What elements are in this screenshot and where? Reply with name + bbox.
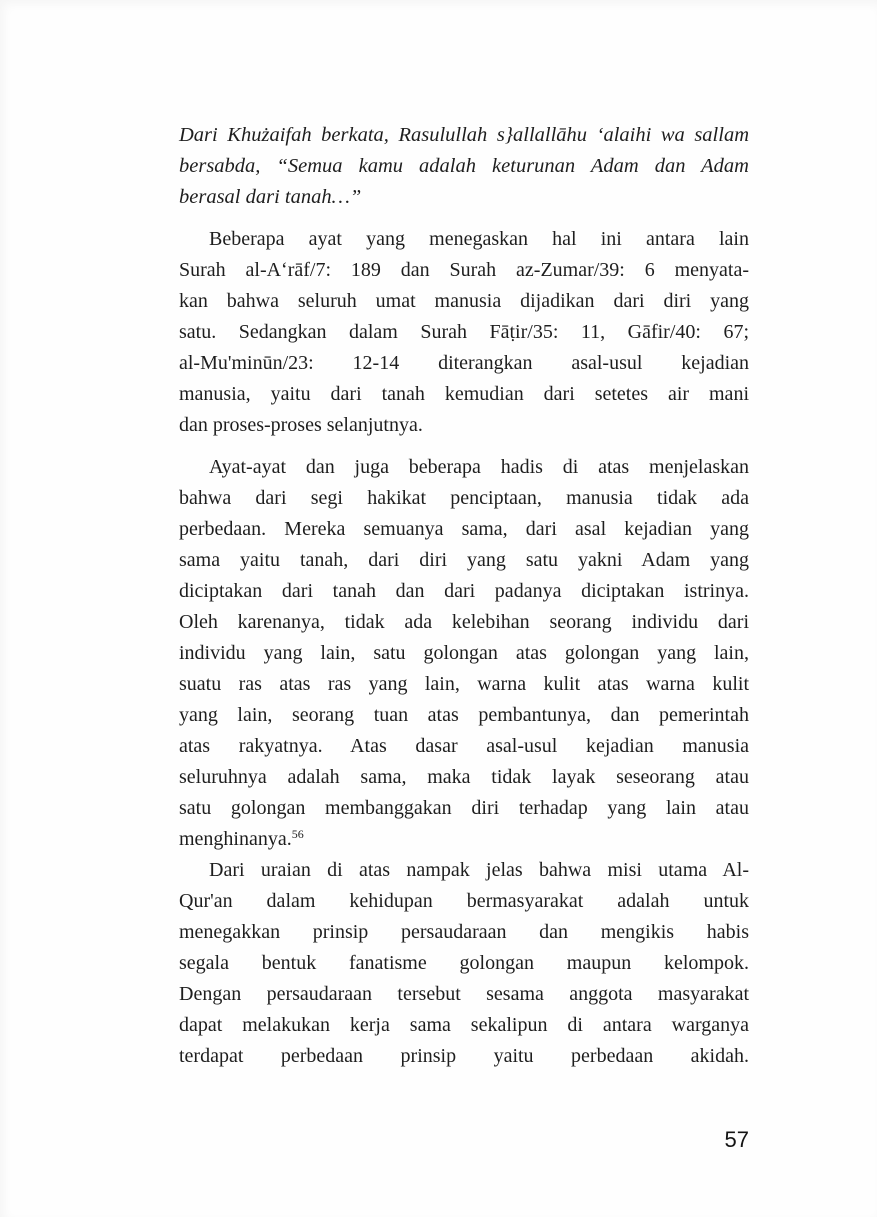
line-text: sama yaitu tanah, dari diri yang satu yakni Adam yang	[179, 549, 749, 571]
footnote-ref: 56	[291, 827, 304, 841]
text-line	[179, 317, 749, 348]
text-line	[179, 1041, 749, 1072]
line-text: diciptakan dari tanah dan dari padanya diciptakan istrinya.	[179, 580, 749, 602]
paragraph	[179, 452, 749, 855]
text-line	[179, 379, 749, 410]
text-line	[179, 638, 749, 669]
text-line	[179, 824, 749, 855]
text-line	[179, 182, 749, 213]
text-line	[179, 948, 749, 979]
line-text: menegakkan prinsip persaudaraan dan mengikis habis	[179, 921, 749, 943]
text-line	[179, 120, 749, 151]
line-text: al-Mu'minūn/23: 12-14 diterangkan asal-usul kejadian	[179, 352, 749, 374]
paragraph	[179, 120, 749, 213]
text-line	[179, 979, 749, 1010]
line-text: seluruhnya adalah sama, maka tidak layak seseorang atau	[179, 766, 749, 788]
line-text: Ayat-ayat dan juga beberapa hadis di atas menjelaskan	[209, 456, 749, 478]
text-line	[179, 514, 749, 545]
text-line	[179, 151, 749, 182]
text-line	[179, 1010, 749, 1041]
text-line	[179, 483, 749, 514]
line-text: berasal dari tanah…”	[179, 186, 362, 208]
line-text: manusia, yaitu dari tanah kemudian dari setetes air mani	[179, 383, 749, 405]
line-text: atas rakyatnya. Atas dasar asal-usul kejadian manusia	[179, 735, 749, 757]
text-line	[179, 410, 749, 441]
line-text: bersabda, “Semua kamu adalah keturunan Adam dan Adam	[179, 155, 749, 177]
paragraph	[179, 855, 749, 1072]
line-text: satu golongan membanggakan diri terhadap yang lain atau	[179, 797, 749, 819]
line-text: bahwa dari segi hakikat penciptaan, manusia tidak ada	[179, 487, 749, 509]
text-line	[179, 348, 749, 379]
text-line	[179, 855, 749, 886]
text-line	[179, 793, 749, 824]
line-text: Dari Khużaifah berkata, Rasulullah s}allallāhu ‘alaihi wa sallam	[179, 124, 749, 146]
text-block	[179, 120, 749, 1072]
line-text: dapat melakukan kerja sama sekalipun di antara warganya	[179, 1014, 749, 1036]
line-text: dan proses-proses selanjutnya.	[179, 414, 423, 436]
text-line	[179, 886, 749, 917]
line-text: perbedaan. Mereka semuanya sama, dari asal kejadian yang	[179, 518, 749, 540]
line-text: kan bahwa seluruh umat manusia dijadikan dari diri yang	[179, 290, 749, 312]
line-text: yang lain, seorang tuan atas pembantunya, dan pemerintah	[179, 704, 749, 726]
text-line	[179, 607, 749, 638]
line-text: Qur'an dalam kehidupan bermasyarakat adalah untuk	[179, 890, 749, 912]
line-text: Beberapa ayat yang menegaskan hal ini antara lain	[209, 228, 749, 250]
text-line	[179, 545, 749, 576]
text-line	[179, 452, 749, 483]
text-line	[179, 286, 749, 317]
paragraph	[179, 224, 749, 441]
text-line	[179, 917, 749, 948]
text-line	[179, 669, 749, 700]
text-line	[179, 731, 749, 762]
line-text: Surah al-A‘rāf/7: 189 dan Surah az-Zumar/39: 6 menyata-	[179, 259, 749, 281]
line-text: Dari uraian di atas nampak jelas bahwa misi utama Al-	[209, 859, 749, 881]
text-line	[179, 762, 749, 793]
line-text: satu. Sedangkan dalam Surah Fāṭir/35: 11, Gāfir/40: 67;	[179, 321, 749, 343]
line-text: segala bentuk fanatisme golongan maupun kelompok.	[179, 952, 749, 974]
line-text: Oleh karenanya, tidak ada kelebihan seorang individu dari	[179, 611, 749, 633]
page-number: 57	[724, 1127, 749, 1152]
line-text: Dengan persaudaraan tersebut sesama anggota masyarakat	[179, 983, 749, 1005]
text-line	[179, 255, 749, 286]
text-line	[179, 224, 749, 255]
text-line	[179, 576, 749, 607]
line-text: individu yang lain, satu golongan atas golongan yang lain,	[179, 642, 749, 664]
line-text: menghinanya.	[179, 828, 292, 850]
text-line	[179, 700, 749, 731]
line-text: terdapat perbedaan prinsip yaitu perbedaan akidah.	[179, 1045, 749, 1067]
line-text: suatu ras atas ras yang lain, warna kulit atas warna kulit	[179, 673, 749, 695]
